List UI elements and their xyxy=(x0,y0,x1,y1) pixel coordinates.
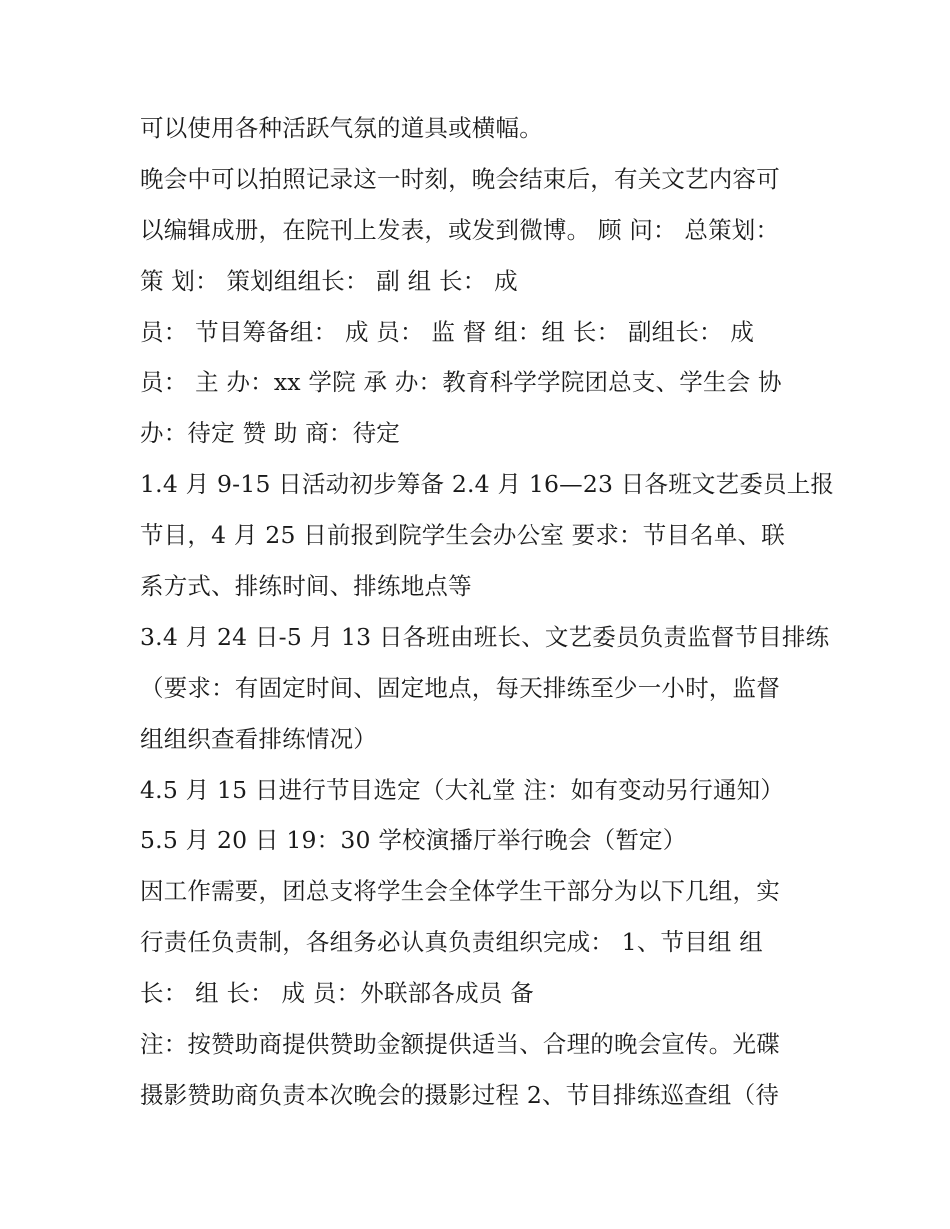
text-line: 行责任负责制，各组务必认真负责组织完成： 1、节目组 组 xyxy=(140,928,763,957)
document-page xyxy=(140,103,840,1121)
text-line: 长： 组 长： 成 员：外联部各成员 备 xyxy=(140,979,534,1008)
text-line: 1.4 月 9-15 日活动初步筹备 2.4 月 16—23 日各班文艺委员上报 xyxy=(140,470,835,499)
text-line: 系方式、排练时间、排练地点等 xyxy=(140,572,472,601)
text-line: 组组织查看排练情况） xyxy=(140,724,377,753)
text-line: 员： 节目筹备组： 成 员： 监 督 组：组 长： 副组长： 成 xyxy=(140,317,755,346)
text-line: 可以使用各种活跃气氛的道具或横幅。 xyxy=(140,114,543,142)
text-line: 注：按赞助商提供赞助金额提供适当、合理的晚会宣传。光碟 xyxy=(140,1030,780,1059)
text-line: 4.5 月 15 日进行节目选定（大礼堂 注：如有变动另行通知） xyxy=(140,775,785,804)
text-line: 以编辑成册，在院刊上发表，或发到微博。 顾 问： 总策划： xyxy=(140,215,780,244)
text-line: 5.5 月 20 日 19：30 学校演播厅举行晚会（暂定） xyxy=(140,826,687,855)
text-line: 策 划： 策划组组长： 副 组 长： 成 xyxy=(140,266,518,295)
text-line: 办：待定 赞 助 商：待定 xyxy=(140,419,401,448)
text-line: 晚会中可以拍照记录这一时刻，晚会结束后，有关文艺内容可 xyxy=(140,164,780,193)
text-line: 3.4 月 24 日-5 月 13 日各班由班长、文艺委员负责监督节目排练 xyxy=(140,622,830,651)
text-line: 节目，4 月 25 日前报到院学生会办公室 要求：节目名单、联 xyxy=(140,521,785,550)
text-line: （要求：有固定时间、固定地点，每天排练至少一小时，监督 xyxy=(140,673,780,702)
text-line: 因工作需要，团总支将学生会全体学生干部分为以下几组，实 xyxy=(140,877,780,906)
text-line: 员： 主 办：xx 学院 承 办：教育科学学院团总支、学生会 协 xyxy=(140,368,782,397)
text-line: 摄影赞助商负责本次晚会的摄影过程 2、节目排练巡查组（待 xyxy=(140,1080,780,1109)
